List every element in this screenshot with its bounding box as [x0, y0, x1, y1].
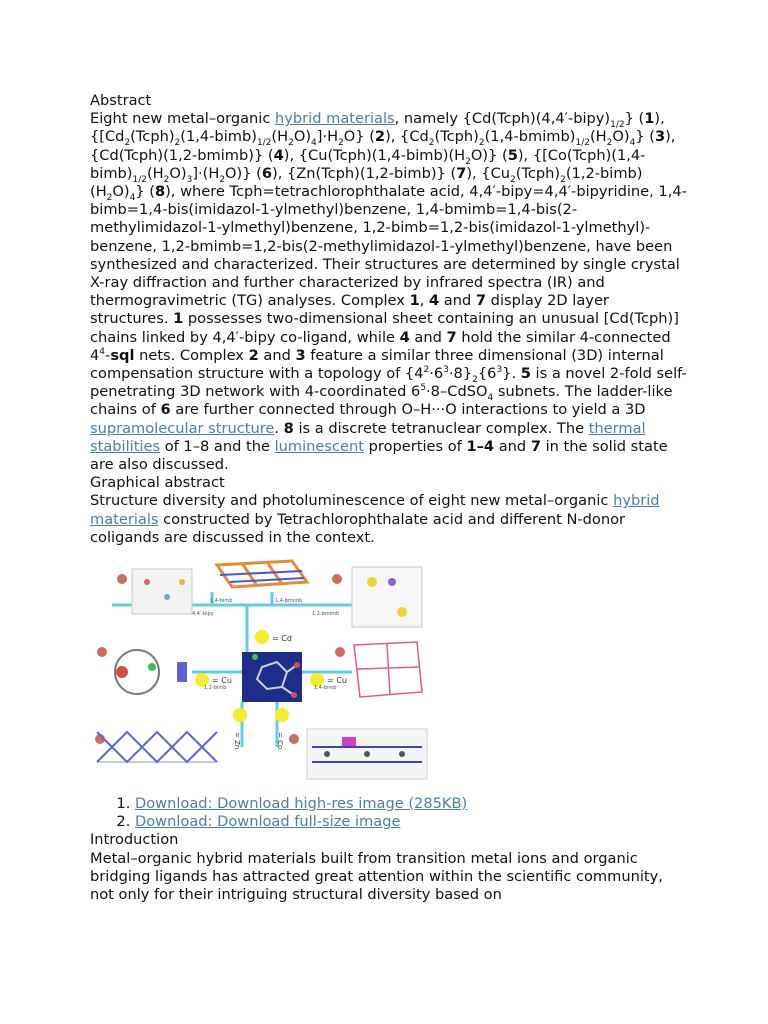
graphical-abstract-figure[interactable] — [92, 557, 432, 789]
label-bmimb14: 1,4-bmimb — [275, 598, 303, 605]
label-cu-right: = Cu — [327, 676, 347, 686]
link-hybrid-materials[interactable]: hybrid materials — [275, 110, 395, 128]
download-item-full-size — [135, 813, 690, 831]
structure-middle-right — [335, 642, 422, 697]
link-hybrid-materials-ga[interactable]: hybrid materials — [90, 492, 660, 528]
introduction-text: Metal–organic hybrid materials built from transition metal ions and organic bridging ligands has attracted great attention within the scientific community, not only for their intriguing structural diversity based on — [90, 849, 663, 904]
label-cd: = Cd — [272, 634, 292, 644]
download-full-size-link[interactable]: Download: Download full-size image — [135, 813, 401, 831]
structure-bottom-left — [95, 732, 217, 762]
metal-atom-zn — [233, 708, 247, 722]
download-item-high-res — [135, 795, 690, 813]
structure-top-left — [117, 569, 192, 614]
label-bipy: 4,4′-bipy — [192, 611, 214, 618]
article-body — [90, 92, 690, 904]
link-supramolecular-structure[interactable]: supramolecular structure — [90, 419, 275, 437]
label-bimb12: 1,2-bimb — [204, 685, 227, 692]
structure-top-right — [332, 567, 422, 627]
label-bmimb12: 1,2-bmimb — [312, 611, 340, 618]
metal-atom-cd — [255, 630, 269, 644]
graphical-abstract-heading: Graphical abstract — [90, 474, 225, 492]
abstract-text: Eight new metal–organic hybrid materials, namely $\{Cd(Tcph)(4,4'-bipy)_{1/2}\}$ (1), $\{[Cd_2(Tcph)_2(1,4-bimb)_{1/2}(H_2O)_4]\cdot H_2O\}$ (2), $\{Cd_2(Tcph)_2(1,4-bmimb)_{1/2}(H_2O)_4\}$ (3), {Cd(Tcph)(1,2-bmimb)} (4), $\{Cu(Tcph)(1,4-bimb)(H_2O)\}$ (5), $\{[Co(Tcph)(1,4-bimb)_{1/2}(H_2O)_3]\cdot(H_2O)\}$ (6), {Zn(Tcph)(1,2-bimb)} (7), $\{Cu_2(Tcph)_2(1,2-bimb)(H_2O)_4\}$ (8), where Tcph=tetrachlorophthalate acid, 4,4′-bipy=4,4′-bipyridine, 1,4-bimb=1,4-bis(imidazol-1-ylmethyl)benzene, 1,4-bmimb=1,4-bis(2-methylimidazol-1-ylmethyl)benzene, 1,2-bimb=1,2-bis(imidazol-1-ylmethyl)-benzene, 1,2-bmimb=1,2-bis(2-methylimidazol-1-ylmethyl)benzene, have been synthesized and characterized. Their structures are determined by single crystal X-ray diffraction and further characterized by infrared spectra (IR) and thermogravimetric (TG) analyses. Complex 1, 4 and 7 display 2D layer structures. 1 possesses two-dimensional sheet containing an unusual [Cd(Tcph)] chains linked by 4,4′-bipy co-ligand, while 4 and 7 hold the similar 4-connected $4^4$-sql nets. Complex 2 and 3 feature a similar three dimensional (3D) internal compensation structure with a topology of $\{4^2\cdot 6^3\cdot 8\}_2\{6^3\}$. 5 is a novel 2-fold self-penetrating 3D network with 4-coordinated $6^5\cdot 8-CdSO_4$ subnets. The ladder-like chains of 6 are further connected through O–H···O interactions to yield a 3D supramolecular structure. 8 is a discrete tetranuclear complex. The thermal stabilities of 1–8 and the luminescent properties of 1–4 and 7 in the solid state are also discussed. — [90, 110, 687, 474]
structure-middle-left — [97, 647, 187, 694]
introduction-heading: Introduction — [90, 831, 179, 849]
label-zn: = Zn — [233, 732, 241, 750]
link-luminescent[interactable]: luminescent — [274, 437, 364, 455]
structure-bottom-right — [289, 729, 427, 779]
label-bimb14a: 1,4-bimb — [210, 598, 233, 605]
label-co: = Co — [276, 732, 284, 750]
link-thermal-stabilities[interactable]: thermal stabilities — [90, 419, 646, 455]
graphical-abstract-text: Structure diversity and photoluminescence of eight new metal–organic hybrid materials constructed by Tetrachlorophthalate acid and different N-donor coligands are discussed in the context. — [90, 492, 660, 546]
abstract-heading: Abstract — [90, 92, 152, 109]
graphical-abstract-image — [92, 557, 432, 789]
download-high-res-link[interactable]: Download: Download high-res image (285KB) — [135, 795, 468, 813]
metal-atom-co — [275, 708, 289, 722]
label-cu-left: = Cu — [212, 676, 232, 686]
download-list — [90, 795, 690, 831]
label-bimb14b: 1,4-bimb — [314, 685, 337, 692]
